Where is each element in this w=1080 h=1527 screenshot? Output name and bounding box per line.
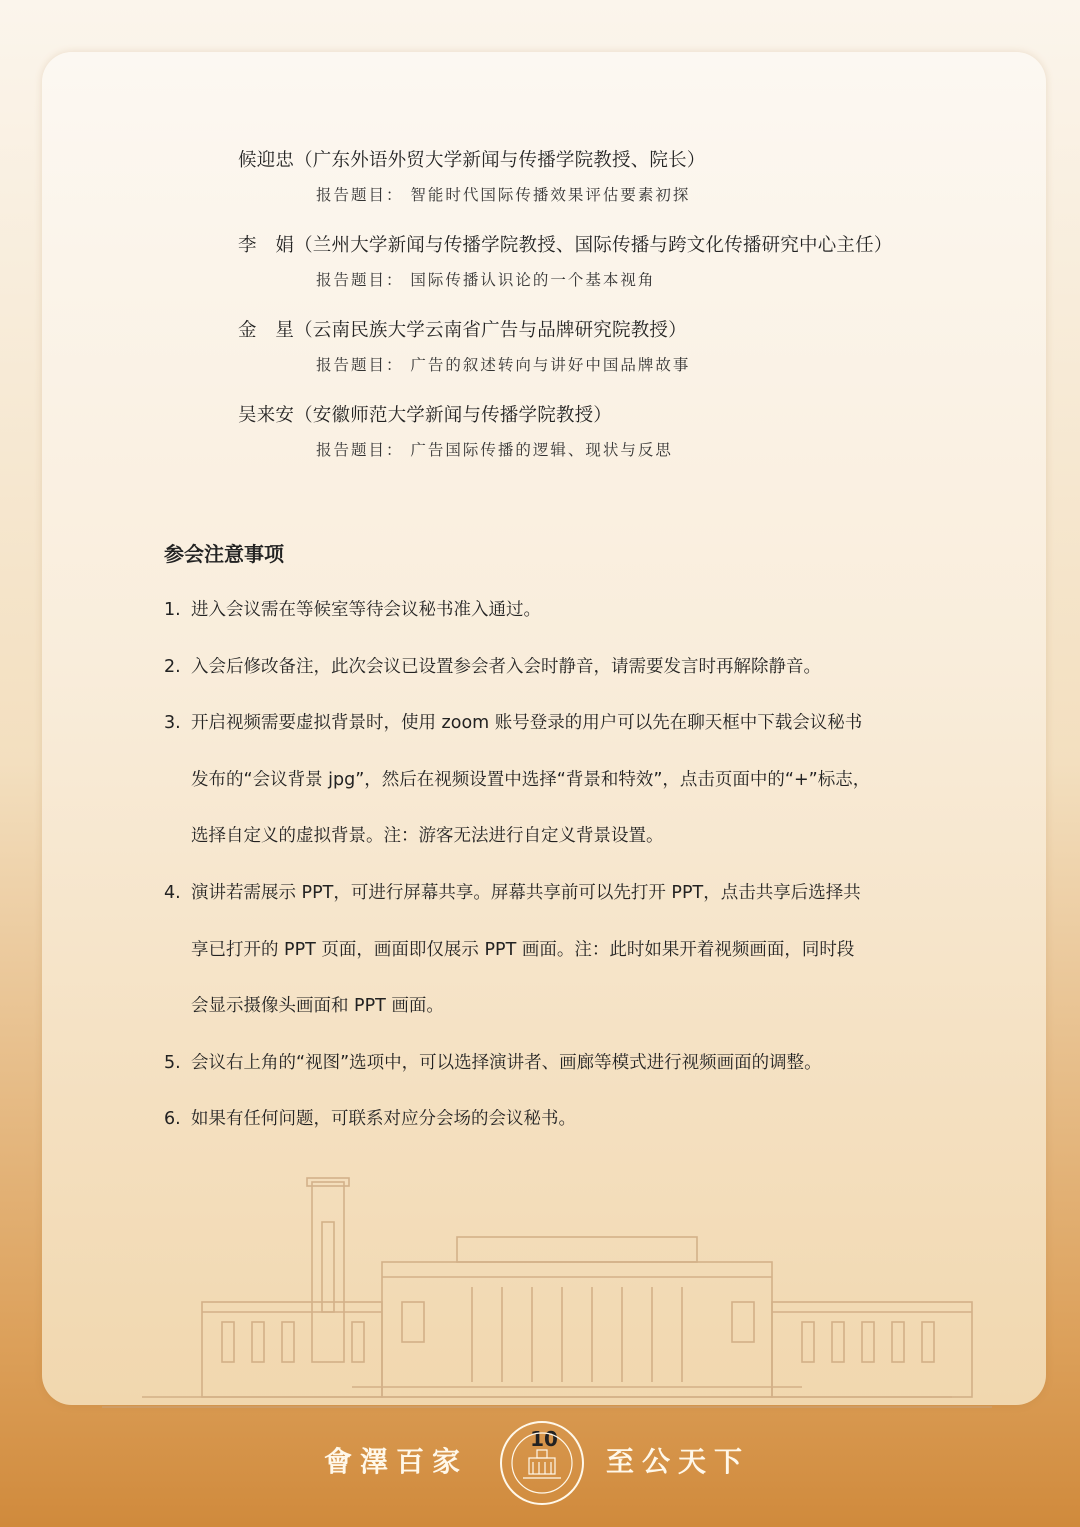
speaker-name: 候迎忠（广东外语外贸大学新闻与传播学院教授、院长）: [238, 150, 706, 171]
note-line: 会显示摄像头画面和 PPT 画面。: [191, 996, 444, 1017]
speaker-list: [238, 144, 893, 484]
note-item: [164, 695, 944, 865]
speaker-topic: 报告题目： 国际传播认识论的一个基本视角: [316, 271, 656, 289]
speaker-topic: 报告题目： 广告的叙述转向与讲好中国品牌故事: [316, 356, 691, 374]
note-item: [164, 865, 944, 1035]
speaker-topic: 报告题目： 广告国际传播的逻辑、现状与反思: [316, 441, 673, 459]
speaker-topic: 报告题目： 智能时代国际传播效果评估要素初探: [316, 186, 691, 204]
note-line: 发布的“会议背景 jpg”，然后在视频设置中选择“背景和特效”，点击页面中的“+”标志，: [191, 769, 871, 790]
speaker-name: 金 星（云南民族大学云南省广告与品牌研究院教授）: [238, 320, 687, 341]
speaker-name: 李 娟（兰州大学新闻与传播学院教授、国际传播与跨文化传播研究中心主任）: [238, 235, 893, 256]
speaker-name: 吴来安（安徽师范大学新闻与传播学院教授）: [238, 405, 613, 426]
note-number: 3.: [164, 713, 181, 734]
building-illustration: [102, 1182, 992, 1407]
note-line: 会议右上角的“视图”选项中，可以选择演讲者、画廊等模式进行视频画面的调整。: [191, 1052, 822, 1073]
university-seal-icon: [499, 1420, 585, 1506]
note-item: [164, 639, 944, 696]
note-line: 进入会议需在等候室等待会议秘书准入通过。: [191, 600, 541, 620]
note-number: 6.: [164, 1109, 181, 1130]
note-item: [164, 1091, 944, 1148]
motto-left: 會澤百家: [324, 1445, 469, 1478]
notes-heading: 参会注意事项: [164, 542, 284, 566]
note-item: [164, 582, 944, 639]
motto-right: 至公天下: [606, 1445, 751, 1478]
note-line: 入会后修改备注，此次会议已设置参会者入会时静音，请需要发言时再解除静音。: [191, 656, 821, 677]
note-line: 选择自定义的虚拟背景。注：游客无法进行自定义背景设置。: [191, 826, 664, 847]
note-number: 4.: [164, 882, 181, 903]
note-line: 如果有任何问题，可联系对应分会场的会议秘书。: [191, 1109, 576, 1130]
note-line: 开启视频需要虚拟背景时，使用 zoom 账号登录的用户可以先在聊天框中下载会议秘书: [191, 713, 863, 734]
page-number: 10: [530, 1427, 558, 1451]
note-number: 2.: [164, 656, 181, 677]
note-line: 享已打开的 PPT 页面，画面即仅展示 PPT 画面。注：此时如果开着视频画面，同时段: [191, 939, 855, 960]
notes-list: [164, 582, 944, 1148]
note-line: 演讲若需展示 PPT，可进行屏幕共享。屏幕共享前可以先打开 PPT，点击共享后选择共: [191, 882, 861, 903]
note-number: 5.: [164, 1052, 181, 1073]
note-item: [164, 1035, 944, 1092]
content-card: [42, 52, 1046, 1451]
note-number: 1.: [164, 600, 181, 620]
